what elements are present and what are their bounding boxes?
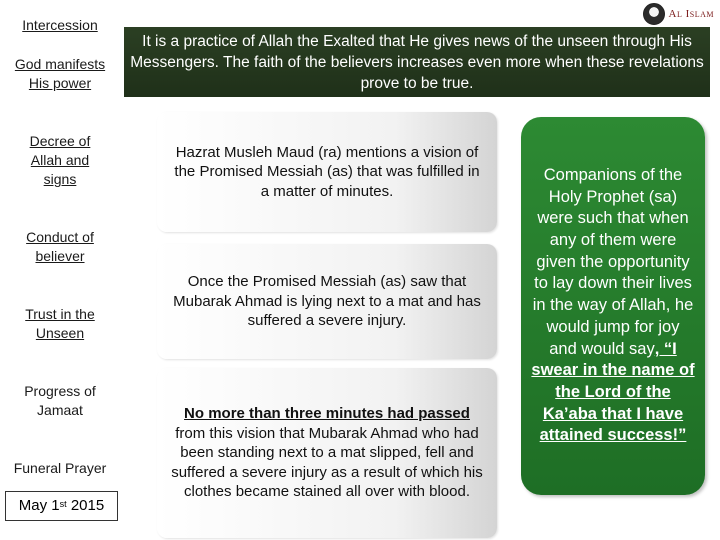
nav-link-trust-in-the-unseen[interactable]	[0, 305, 120, 343]
nav-link-label: Intercession	[22, 17, 98, 33]
nav-link-label: Conduct of	[26, 229, 94, 245]
card-text-wrapper	[169, 404, 485, 502]
al-islam-emblem-icon	[643, 3, 665, 25]
fulfilment-card	[157, 368, 497, 538]
nav-link-decree-of-allah[interactable]	[0, 132, 120, 189]
date-month-day: May 1	[18, 497, 60, 514]
nav-link-label: Jamaat	[37, 402, 83, 418]
nav-link-label: Decree of	[29, 133, 91, 149]
date-box	[5, 491, 118, 521]
vision-card	[157, 112, 497, 232]
vision-detail-card	[157, 244, 497, 359]
al-islam-logo	[643, 2, 714, 26]
nav-link-conduct-of-believer[interactable]	[0, 228, 120, 266]
nav-link-label: Funeral Prayer	[13, 460, 107, 476]
logo-text: Al Islam	[668, 8, 714, 20]
nav-link-funeral-prayer[interactable]	[0, 459, 120, 478]
nav-link-label: Allah and	[30, 152, 90, 168]
nav-link-label: signs	[43, 171, 77, 187]
nav-link-label: His power	[28, 75, 92, 91]
date-year: 2015	[70, 497, 105, 514]
nav-link-label: Trust in the	[25, 306, 95, 322]
nav-link-label: believer	[35, 248, 85, 264]
nav-link-intercession[interactable]	[0, 16, 120, 35]
companions-quote-panel	[521, 117, 705, 495]
nav-link-label: Progress of	[24, 383, 96, 399]
quote-text: Companions of the Holy Prophet (sa) were such that when any of them were given the opportunity to lay down their lives in the way of Allah, he would jump for joy and would say	[532, 165, 694, 358]
nav-link-god-manifests-his-power[interactable]	[0, 55, 120, 93]
quote-wrapper	[531, 165, 695, 447]
nav-link-label: Unseen	[35, 325, 85, 341]
header-banner	[124, 27, 710, 97]
header-text: It is a practice of Allah the Exalted that He gives news of the unseen through His Messengers. The faith of the believers increases even more when these revelations prove to be true.	[130, 32, 704, 92]
date-ordinal-suffix: st	[59, 499, 67, 509]
card-text: from this vision that Mubarak Ahmad who had been standing next to a mat slipped, fell and suffered a severe injury as a result of which his clothes became stained all over with blood.	[171, 424, 483, 501]
nav-link-progress-of-jamaat[interactable]	[0, 382, 120, 420]
card-text: Once the Promised Messiah (as) saw that Mubarak Ahmad is lying next to a mat and has suffered a severe injury.	[173, 273, 481, 330]
nav-link-label: God manifests	[14, 56, 106, 72]
quote-emphasis-text: , “I swear in the name of the Lord of the Ka’aba that I have attained success!”	[531, 339, 695, 445]
card-text: Hazrat Musleh Maud (ra) mentions a vision of the Promised Messiah (as) that was fulfilled in a matter of minutes.	[174, 143, 480, 200]
card-emphasis-text: No more than three minutes had passed	[184, 405, 470, 423]
